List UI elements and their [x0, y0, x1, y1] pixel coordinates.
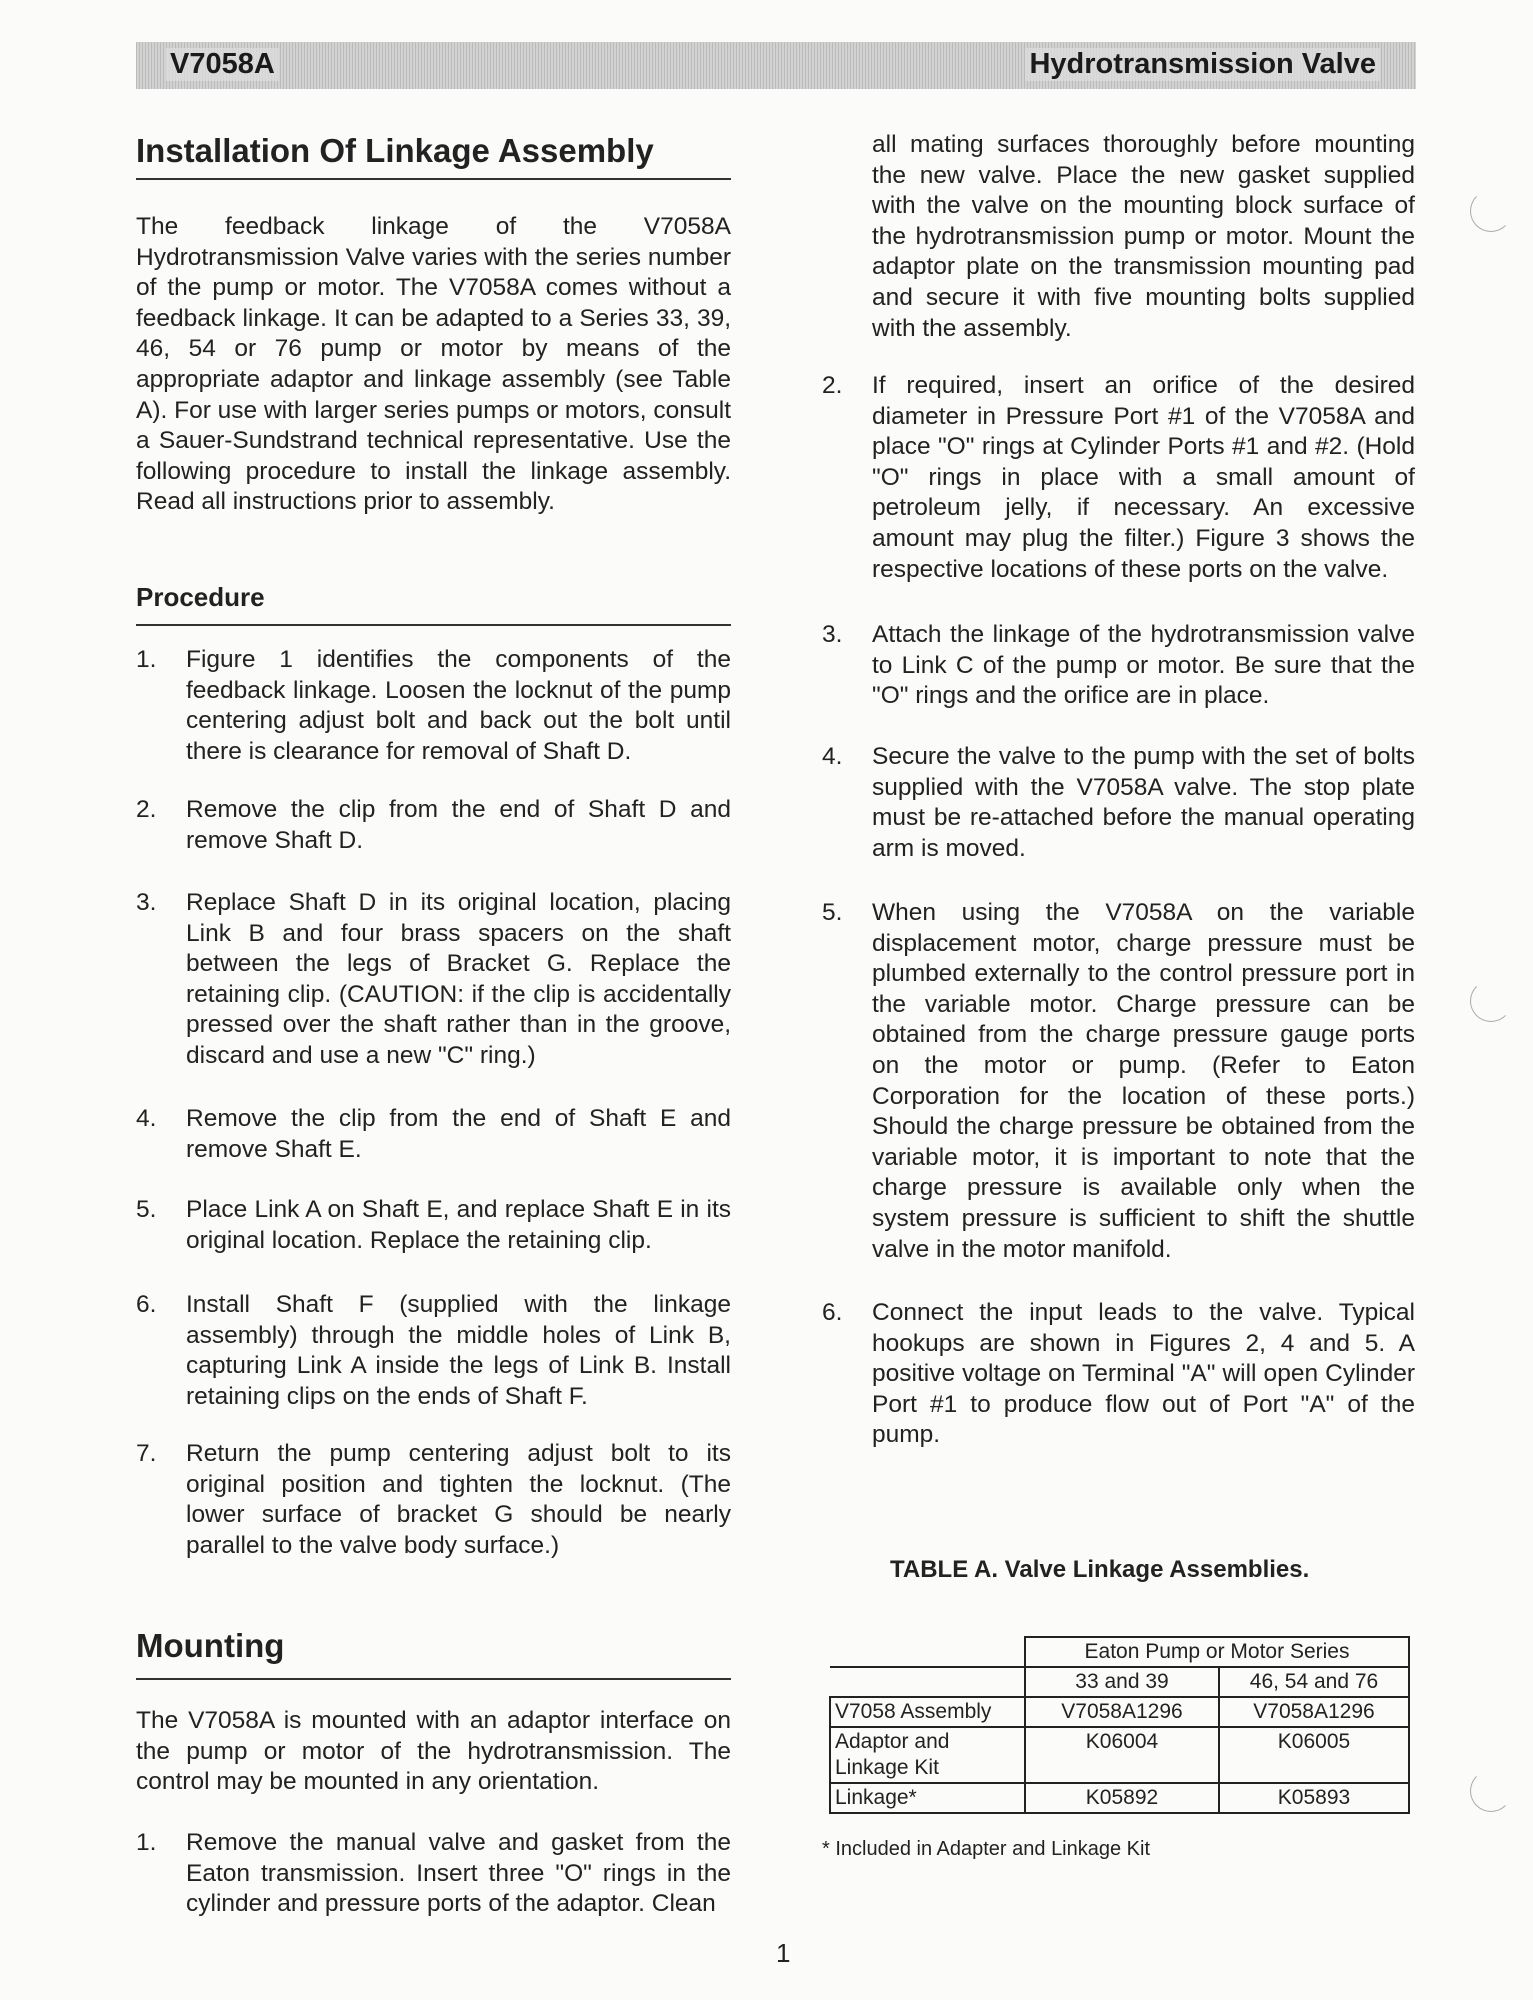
- procedure-heading: Procedure: [136, 582, 265, 612]
- header-model: V7058A: [166, 48, 279, 81]
- mounting-step: 4. Secure the valve to the pump with the set of bolts supplied with the V7058A valve. The stop plate must be re-attached before the manual operating arm is moved.: [822, 743, 1415, 862]
- table-title: TABLE A. Valve Linkage Assemblies.: [890, 1556, 1310, 1583]
- procedure-step: 7. Return the pump centering adjust bolt to its original position and tighten the locknut. (The lower surface of bracket G should be nearly parallel to the valve body surface.): [136, 1440, 731, 1559]
- divider: [136, 624, 731, 626]
- procedure-step: 6. Install Shaft F (supplied with the linkage assembly) through the middle holes of Link B, capturing Link A inside the legs of Link B. Install retaining clips on the ends of Shaft F.: [136, 1291, 731, 1410]
- divider: [136, 178, 731, 180]
- procedure-step: 3. Replace Shaft D in its original location, placing Link B and four brass spacers on the shaft between the legs of Bracket G. Replace the retaining clip. (CAUTION: if the clip is accidentally pressed over the shaft rather than in the groove, discard and use a new "C" ring.): [136, 889, 731, 1069]
- install-heading: Installation Of Linkage Assembly: [136, 132, 654, 169]
- mounting-step: 6. Connect the input leads to the valve. Typical hookups are shown in Figures 2, 4 and 5. A positive voltage on Terminal "A" will open Cylinder Port #1 to produce flow out of Port "A" of the pump.: [822, 1299, 1415, 1449]
- table-group-header: Eaton Pump or Motor Series: [1025, 1637, 1409, 1667]
- linkage-table: [829, 1636, 1410, 1814]
- mounting-step: 3. Attach the linkage of the hydrotransmission valve to Link C of the pump or motor. Be sure that the "O" rings and the orifice are in place.: [822, 621, 1415, 710]
- mounting-step: 2. If required, insert an orifice of the desired diameter in Pressure Port #1 of the V7058A and place "O" rings at Cylinder Ports #1 and #2. (Hold "O" rings in place with a small amount of petroleum jelly, if necessary. An excessive amount may plug the filter.) Figure 3 shows the respective locations of these ports on the valve.: [822, 372, 1415, 583]
- binder-hole-mark: [1470, 190, 1512, 232]
- binder-hole-mark: [1470, 980, 1512, 1022]
- table-col-header: 46, 54 and 76: [1219, 1667, 1409, 1697]
- procedure-step: 1. Figure 1 identifies the components of the feedback linkage. Loosen the locknut of the pump centering adjust bolt and back out the bolt until there is clearance for removal of Shaft D.: [136, 646, 731, 765]
- mounting-step-continued: all mating surfaces thoroughly before mounting the new valve. Place the new gasket supplied with the valve on the mounting block surface of the hydrotransmission pump or motor. Mount the adaptor plate on the transmission mounting pad and secure it with five mounting bolts supplied with the assembly.: [872, 131, 1415, 342]
- binder-hole-mark: [1470, 1770, 1512, 1812]
- procedure-step: 4. Remove the clip from the end of Shaft E and remove Shaft E.: [136, 1105, 731, 1163]
- page-number: 1: [776, 1938, 791, 1968]
- procedure-step: 2. Remove the clip from the end of Shaft D and remove Shaft D.: [136, 796, 731, 854]
- install-intro: The feedback linkage of the V7058A Hydrotransmission Valve varies with the series number of the pump or motor. The V7058A comes without a feedback linkage. It can be adapted to a Series 33, 39, 46, 54 or 76 pump or motor by means of the appropriate adaptor and linkage assembly (see Table A). For use with larger series pumps or motors, consult a Sauer-Sundstrand technical representative. Use the following procedure to install the linkage assembly. Read all instructions prior to assembly.: [136, 213, 732, 516]
- mounting-step: 5. When using the V7058A on the variable displacement motor, charge pressure must be plumbed externally to the control pressure port in the variable motor. Charge pressure can be obtained from the charge pressure gauge ports on the motor or pump. (Refer to Eaton Corporation for the location of these ports.) Should the charge pressure be obtained from the variable motor, it is important to note that the charge pressure is available only when the system pressure is sufficient to shift the shuttle valve in the motor manifold.: [822, 899, 1415, 1263]
- mounting-heading: Mounting: [136, 1627, 285, 1664]
- divider: [136, 1678, 731, 1680]
- table-row: Adaptor and Linkage Kit K06004 K06005: [830, 1727, 1409, 1783]
- header-title: Hydrotransmission Valve: [1025, 48, 1380, 81]
- mounting-intro: The V7058A is mounted with an adaptor interface on the pump or motor of the hydrotransmission. The control may be mounted in any orientation.: [136, 1707, 731, 1796]
- table-row: Linkage* K05892 K05893: [830, 1783, 1409, 1813]
- procedure-step: 5. Place Link A on Shaft E, and replace Shaft E in its original location. Replace the retaining clip.: [136, 1196, 731, 1254]
- header-bar: [136, 42, 1416, 89]
- table-col-header: 33 and 39: [1025, 1667, 1219, 1697]
- mounting-step: 1. Remove the manual valve and gasket from the Eaton transmission. Insert three "O" rings in the cylinder and pressure ports of the adaptor. Clean: [136, 1829, 731, 1918]
- table-row: V7058 Assembly V7058A1296 V7058A1296: [830, 1697, 1409, 1727]
- table-footnote: * Included in Adapter and Linkage Kit: [822, 1838, 1151, 1860]
